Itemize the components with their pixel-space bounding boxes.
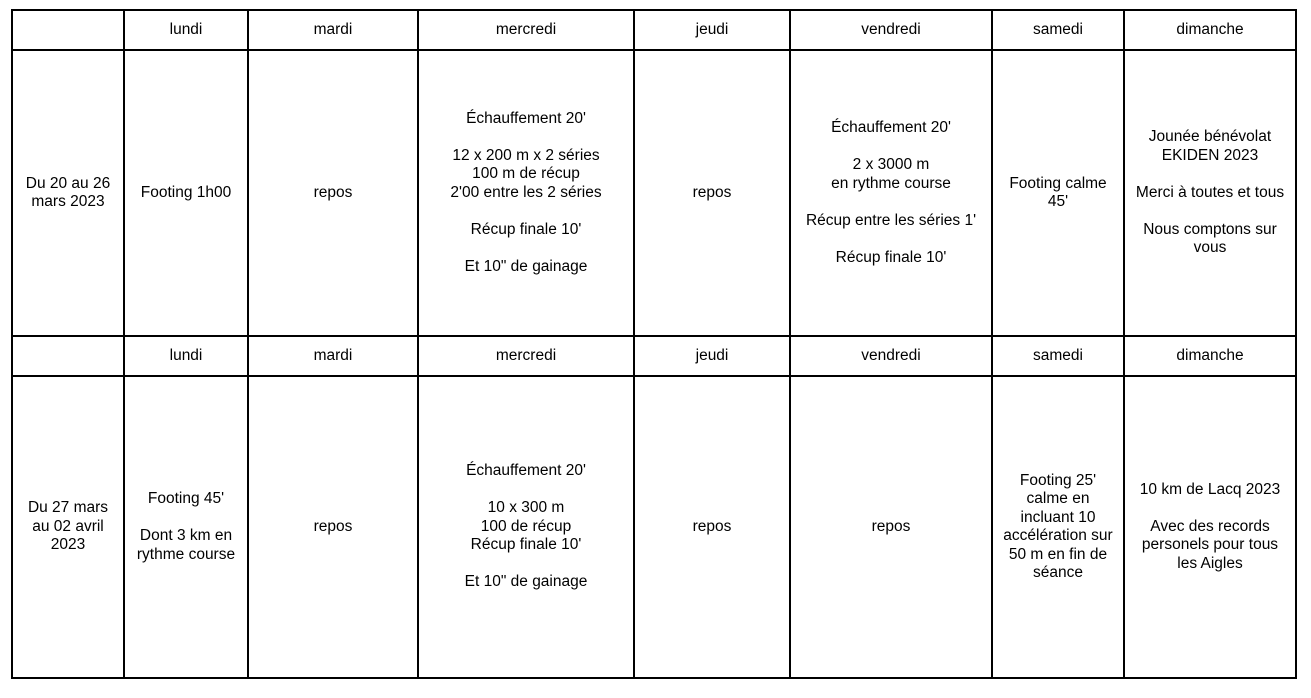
session-cell-lundi (124, 50, 248, 336)
training-plan-table (11, 9, 1297, 679)
blank-line (1129, 499, 1291, 518)
day-header-row (12, 336, 1296, 376)
blank-line (423, 239, 629, 258)
blank-line (129, 509, 243, 528)
session-line: repos (692, 183, 732, 201)
session-line: 10 km de Lacq 2023 (1139, 480, 1281, 498)
session-line: Et 10" de gainage (464, 573, 588, 591)
session-line: 2 x 3000 m (852, 156, 930, 173)
day-header-jeudi: jeudi (634, 10, 790, 50)
session-line: EKIDEN 2023 (1161, 146, 1259, 164)
day-header-mardi: mardi (248, 336, 418, 376)
session-line: 12 x 200 m x 2 séries (452, 146, 600, 164)
session-cell-dimanche (1124, 376, 1296, 678)
session-line: vous (1193, 239, 1227, 257)
session-line: repos (692, 517, 732, 535)
header-corner-cell (12, 10, 124, 50)
period-line: 2023 (50, 536, 86, 554)
session-line: 50 m en fin de (1008, 545, 1108, 563)
session-line: séance (1033, 564, 1083, 581)
session-line: Récup finale 10' (470, 536, 582, 554)
session-line: en rythme course (831, 174, 951, 192)
session-cell-lundi (124, 376, 248, 678)
session-cell-mercredi (418, 50, 634, 336)
blank-line (795, 230, 987, 249)
day-header-row (12, 10, 1296, 50)
week-period-cell (12, 50, 124, 336)
blank-line (423, 128, 629, 147)
session-line: 100 de récup (480, 517, 572, 535)
session-cell-dimanche (1124, 50, 1296, 336)
period-line: Du 20 au 26 (25, 174, 111, 192)
day-header-lundi: lundi (124, 10, 248, 50)
session-line: 2'00 entre les 2 séries (450, 183, 602, 201)
session-cell-mercredi (418, 376, 634, 678)
session-line: les Aigles (1177, 554, 1243, 572)
session-line: Échauffement 20' (831, 119, 951, 136)
blank-line (1129, 202, 1291, 221)
blank-line (795, 138, 987, 157)
day-header-mercredi: mercredi (418, 336, 634, 376)
session-cell-vendredi (790, 376, 992, 678)
day-header-jeudi: jeudi (634, 336, 790, 376)
session-line: 45' (1047, 193, 1069, 210)
session-cell-samedi (992, 50, 1124, 336)
day-header-samedi: samedi (992, 336, 1124, 376)
day-header-vendredi: vendredi (790, 336, 992, 376)
session-cell-mardi (248, 50, 418, 336)
session-line: Récup entre les séries 1' (805, 211, 977, 229)
session-line: Footing 25' (1019, 471, 1097, 489)
day-header-samedi: samedi (992, 10, 1124, 50)
day-header-lundi: lundi (124, 336, 248, 376)
week-row (12, 376, 1296, 678)
session-line: Footing 45' (147, 490, 225, 507)
session-line: Nous comptons sur (1143, 220, 1277, 238)
period-line: au 02 avril (32, 517, 104, 535)
session-line: repos (313, 517, 353, 535)
blank-line (1129, 165, 1291, 184)
session-line: Échauffement 20' (466, 109, 586, 127)
session-line: Et 10" de gainage (464, 257, 588, 275)
session-line: calme en (1026, 490, 1090, 507)
session-line: Footing 1h00 (140, 183, 232, 201)
session-line: Jounée bénévolat (1148, 128, 1272, 146)
session-line: Récup finale 10' (470, 220, 582, 238)
session-line: Footing calme (1009, 174, 1107, 192)
session-line: accélération sur (1003, 527, 1113, 544)
session-line: rythme course (136, 545, 236, 563)
session-line: 10 x 300 m (487, 499, 565, 517)
period-line: mars 2023 (31, 193, 105, 210)
session-cell-mardi (248, 376, 418, 678)
session-line: Avec des records (1150, 517, 1270, 535)
session-cell-jeudi (634, 376, 790, 678)
day-header-mercredi: mercredi (418, 10, 634, 50)
session-line: Dont 3 km en (139, 527, 233, 544)
week-period-cell (12, 376, 124, 678)
session-line: Merci à toutes et tous (1135, 183, 1285, 201)
day-header-mardi: mardi (248, 10, 418, 50)
week-row (12, 50, 1296, 336)
blank-line (795, 193, 987, 212)
session-cell-vendredi (790, 50, 992, 336)
day-header-dimanche: dimanche (1124, 336, 1296, 376)
session-line: repos (871, 517, 911, 535)
session-cell-samedi (992, 376, 1124, 678)
day-header-vendredi: vendredi (790, 10, 992, 50)
header-corner-cell (12, 336, 124, 376)
session-line: repos (313, 183, 353, 201)
period-line: Du 27 mars (27, 499, 109, 517)
day-header-dimanche: dimanche (1124, 10, 1296, 50)
session-line: 100 m de récup (472, 165, 580, 183)
session-line: Échauffement 20' (466, 462, 586, 480)
blank-line (423, 481, 629, 500)
blank-line (423, 202, 629, 221)
session-line: incluant 10 (1020, 508, 1096, 526)
blank-line (423, 555, 629, 574)
session-cell-jeudi (634, 50, 790, 336)
session-line: Récup finale 10' (835, 248, 947, 266)
session-line: personels pour tous (1141, 536, 1279, 554)
